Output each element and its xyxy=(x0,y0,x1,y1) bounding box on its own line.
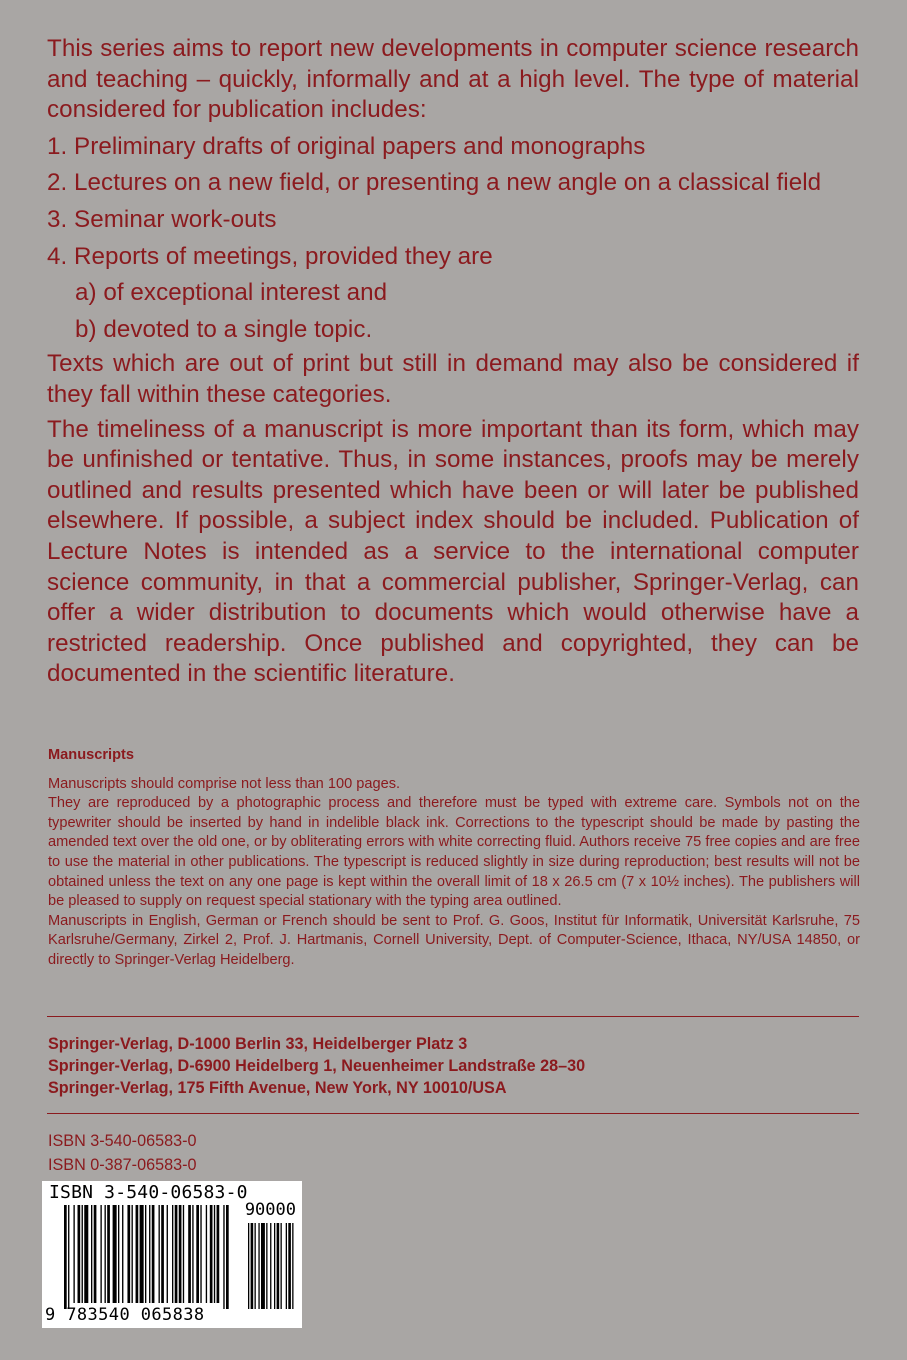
barcode-ean-number: 9 783540 065838 xyxy=(45,1305,205,1325)
barcode-bar xyxy=(167,1205,168,1303)
barcode-bar xyxy=(179,1205,182,1303)
sub-list-item: b) devoted to a single topic. xyxy=(75,315,373,343)
barcode-addon-bar xyxy=(266,1223,267,1309)
address-berlin: Springer-Verlag, D-1000 Berlin 33, Heidelberger Platz 3 xyxy=(48,1035,468,1053)
barcode-bar xyxy=(145,1205,146,1303)
barcode-addon-bar xyxy=(292,1223,293,1309)
barcode-bar xyxy=(200,1205,201,1303)
isbn-german: ISBN 3-540-06583-0 xyxy=(48,1132,197,1150)
barcode-bar xyxy=(118,1205,119,1303)
barcode-addon-number: 90000 xyxy=(244,1200,296,1220)
barcode-bar xyxy=(107,1205,110,1303)
barcode-bar xyxy=(159,1205,160,1303)
barcode-bar xyxy=(217,1205,220,1303)
barcode-bar xyxy=(127,1205,130,1303)
barcode-addon-bar xyxy=(281,1223,282,1309)
barcode-bar xyxy=(84,1205,88,1303)
barcode-isbn-label: ISBN 3-540-06583-0 xyxy=(49,1182,248,1203)
barcode-bar xyxy=(78,1205,81,1303)
barcode-bar xyxy=(73,1205,74,1303)
barcode-bar xyxy=(82,1205,83,1303)
barcode-addon-bar xyxy=(255,1223,256,1309)
address-heidelberg: Springer-Verlag, D-6900 Heidelberg 1, Neuenheimer Landstraße 28–30 xyxy=(48,1057,586,1076)
barcode-addon-bar xyxy=(288,1223,291,1309)
divider xyxy=(47,1113,859,1114)
barcode-bar xyxy=(100,1205,101,1303)
barcode-addon-bar xyxy=(251,1223,254,1309)
barcode-addon-bar xyxy=(286,1223,287,1309)
timeliness-paragraph: The timeliness of a manuscript is more important than its form, which may be unfinished or tentative. Thus, in some instances, proofs may be merely outlined and results presented which have been or will later be published elsewhere. If possible, a subject index should be included. Publication of Lecture Notes is intended as a service to the international computer science community, in that a commercial publisher, Springer-Verlag, can offer a wider distribution to documents which would otherwise have a restricted readership. Once published and copyrighted, they can be documented in the scientific literature. xyxy=(47,415,859,688)
isbn-barcode xyxy=(42,1181,302,1328)
barcode-bar xyxy=(113,1205,117,1303)
barcode-addon-bar xyxy=(274,1223,275,1309)
series-description xyxy=(47,34,859,690)
manuscripts-submission: Manuscripts in English, German or French should be sent to Prof. G. Goos, Institut für Informatik, Universität Karlsruhe, 75 Karlsruhe/Germany, Zirkel 2, Prof. J. Hartmanis, Cornell University, Dept. of Computer-Science, Ithaca, NY/USA 14850, or directly to Springer-Verlag Heidelberg. xyxy=(48,912,860,968)
address-new-york: Springer-Verlag, 175 Fifth Avenue, New York, NY 10010/USA xyxy=(48,1079,507,1098)
barcode-addon-bar xyxy=(248,1223,249,1309)
barcode-bar xyxy=(183,1205,184,1303)
isbn-us: ISBN 0-387-06583-0 xyxy=(48,1155,197,1174)
barcode-bar xyxy=(140,1205,144,1303)
list-item: 2. Lectures on a new field, or presenting a new angle on a classical field xyxy=(47,169,822,197)
barcode-bar xyxy=(105,1205,106,1303)
barcode-bar xyxy=(196,1205,199,1303)
barcode-bar xyxy=(175,1205,178,1303)
manuscripts-section xyxy=(48,746,860,971)
manuscripts-length: Manuscripts should comprise not less than 100 pages. xyxy=(48,775,401,792)
barcode-bar xyxy=(206,1205,207,1303)
barcode-bar xyxy=(91,1205,92,1303)
list-item: 1. Preliminary drafts of original papers and monographs xyxy=(47,132,646,160)
list-item: 4. Reports of meetings, provided they are xyxy=(47,242,493,270)
barcode-bar xyxy=(188,1205,191,1303)
barcode-bar xyxy=(161,1205,164,1303)
barcode-bar xyxy=(226,1205,229,1309)
divider xyxy=(47,1016,859,1017)
barcode-bar xyxy=(64,1205,67,1309)
manuscripts-typing-rules: They are reproduced by a photographic process and therefore must be typed with extreme care. Symbols not on the typewriter should be inserted by hand in indelible black ink. Corrections to the typescript should be made by pasting the amended text over the old one, or by obliterating errors with white correcting fluid. Authors receive 75 free copies and are free to use the material in other publications. The typescript is reduced slightly in size during reproduction; best results will not be obtained unless the text on any one page is kept within the overall limit of 18 x 26.5 cm (7 x 10½ inches). The publishers will be pleased to supply on request special stationary with the typing area outlined. xyxy=(48,795,860,910)
barcode-addon-bar xyxy=(277,1223,280,1309)
barcode-bar xyxy=(192,1205,193,1303)
barcode-bar xyxy=(136,1205,139,1303)
isbn-list xyxy=(48,1130,196,1177)
barcode-bar xyxy=(214,1205,215,1303)
sub-list-item: a) of exceptional interest and xyxy=(75,279,388,307)
manuscripts-heading: Manuscripts xyxy=(48,747,134,763)
barcode-bar xyxy=(68,1205,69,1309)
barcode-bar xyxy=(152,1205,155,1303)
intro-paragraph: This series aims to report new developments in computer science research and teaching – quickly, informally and at a high level. The type of material considered for publication includes: xyxy=(47,35,859,124)
barcode-bar xyxy=(172,1205,173,1303)
barcode-bar xyxy=(122,1205,123,1303)
out-of-print-note: Texts which are out of print but still in demand may also be considered if they fall within these categories. xyxy=(47,350,859,408)
barcode-bar xyxy=(210,1205,213,1303)
list-item: 3. Seminar work-outs xyxy=(47,205,277,233)
barcode-addon-bar xyxy=(270,1223,271,1309)
barcode-addon-bar xyxy=(261,1223,265,1309)
publisher-addresses xyxy=(48,1033,860,1100)
barcode-bar xyxy=(223,1205,224,1309)
barcode-bar xyxy=(149,1205,150,1303)
barcode-bar xyxy=(94,1205,97,1303)
barcode-bar xyxy=(132,1205,133,1303)
barcode-addon-bar xyxy=(258,1223,259,1309)
